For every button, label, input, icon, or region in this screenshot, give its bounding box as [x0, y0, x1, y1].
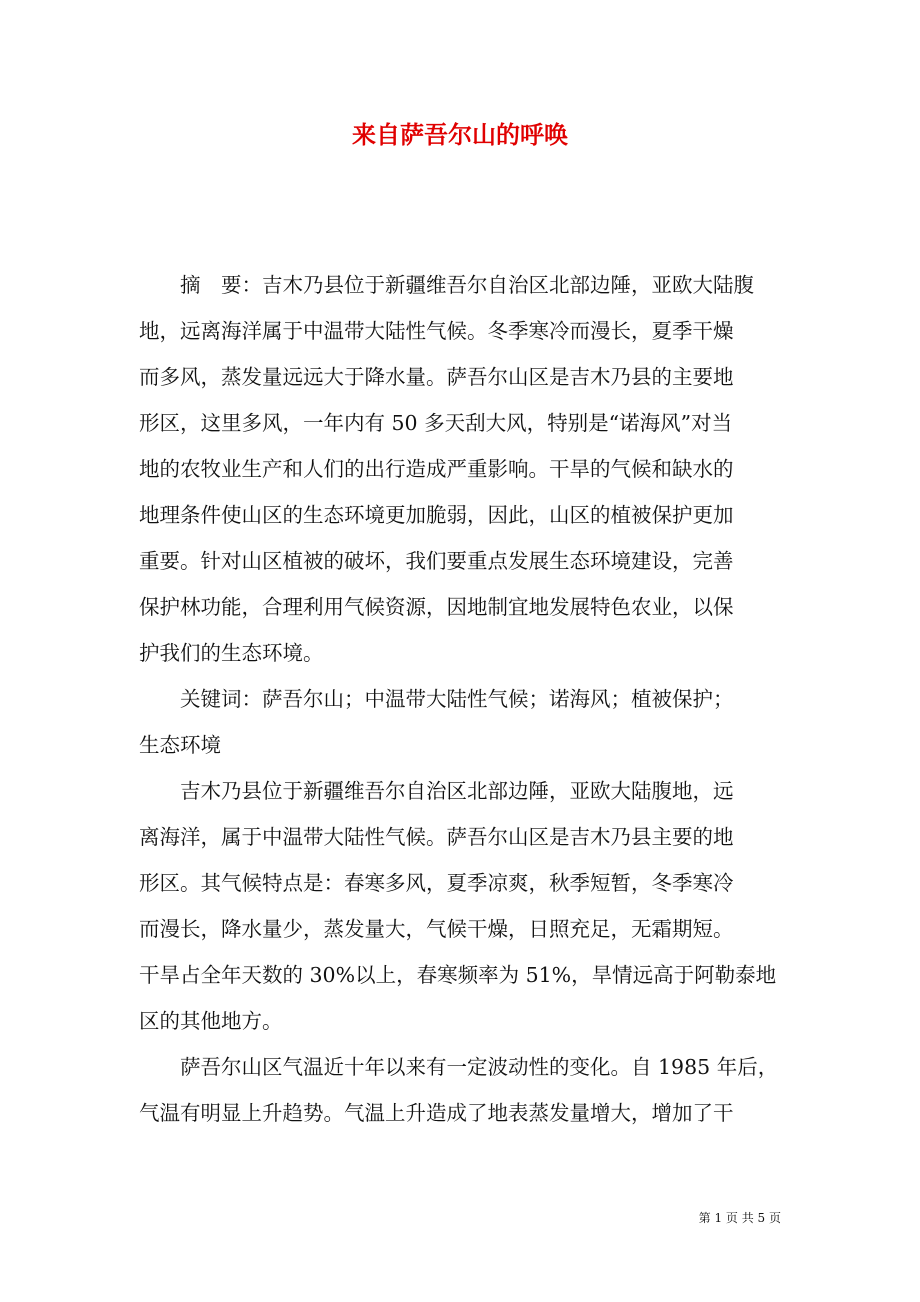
body-line: 气温有明显上升趋势。气温上升造成了地表蒸发量增大，增加了干	[139, 1101, 734, 1125]
page-number-footer: 第 1 页 共 5 页	[698, 1211, 781, 1225]
body-line: 地，远离海洋属于中温带大陆性气候。冬季寒冷而漫长，夏季干燥	[139, 319, 734, 343]
body-line: 而多风，蒸发量远远大于降水量。萨吾尔山区是吉木乃县的主要地	[139, 365, 734, 389]
body-line: 区的其他地方。	[139, 1009, 283, 1033]
document-title: 来自萨吾尔山的呼唤	[352, 120, 568, 149]
body-line: 吉木乃县位于新疆维吾尔自治区北部边陲，亚欧大陆腹地，远	[139, 779, 734, 803]
body-line: 摘 要：吉木乃县位于新疆维吾尔自治区北部边陲，亚欧大陆腹	[139, 273, 754, 297]
keywords-line: 生态环境	[139, 733, 221, 757]
body-line: 地理条件使山区的生态环境更加脆弱，因此，山区的植被保护更加	[139, 503, 734, 527]
body-line: 干旱占全年天数的 30%以上，春寒频率为 51%，旱情远高于阿勒泰地	[139, 963, 777, 987]
body-line: 形区。其气候特点是：春寒多风，夏季凉爽，秋季短暂，冬季寒冷	[139, 871, 734, 895]
body-line: 地的农牧业生产和人们的出行造成严重影响。干旱的气候和缺水的	[139, 457, 734, 481]
body-line: 重要。针对山区植被的破坏，我们要重点发展生态环境建设，完善	[139, 549, 734, 573]
document-body	[139, 262, 789, 1136]
body-line: 保护林功能，合理利用气候资源，因地制宜地发展特色农业，以保	[139, 595, 734, 619]
keywords-line: 关键词：萨吾尔山；中温带大陆性气候；诺海风；植被保护；	[139, 687, 734, 711]
body-line: 护我们的生态环境。	[139, 641, 324, 665]
body-line: 而漫长，降水量少，蒸发量大，气候干燥，日照充足，无霜期短。	[139, 917, 734, 941]
body-line: 形区，这里多风，一年内有 50 多天刮大风，特别是“诺海风”对当	[139, 411, 733, 435]
body-line: 萨吾尔山区气温近十年以来有一定波动性的变化。自 1985 年后，	[139, 1055, 779, 1079]
body-line: 离海洋，属于中温带大陆性气候。萨吾尔山区是吉木乃县主要的地	[139, 825, 734, 849]
